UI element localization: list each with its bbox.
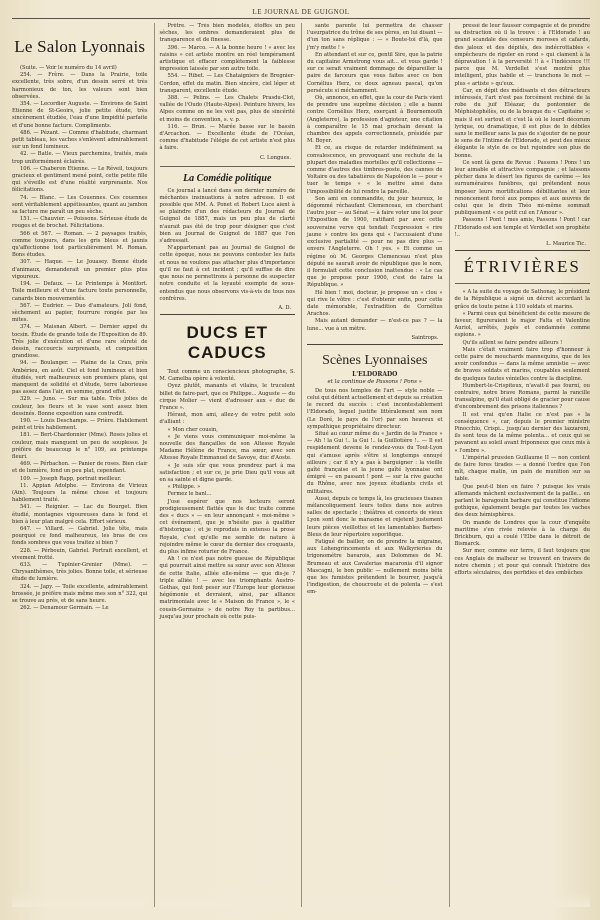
paragraph: Ah ! ce n'est pas notre gueuse de République qui pourrait ainsi mettre sa sœur avec son Altesse de cette Italie, alliée elle-même — que dis-je ? triple alliée ! — avec les triomphants Austro-Gothas, qui font peser sur l'Europe leur glorieuse hégémonie et devraient, ainsi, par alliance matrimoniale avec le « Maison de France », le « cousin-Germains » de notre Roy tu partibus... jusqu'au jour prochain où cette puis- [159,556,295,620]
paragraph: « A la suite du voyage de Sathonay, le président de la République a signé un décret accordant la grâce de toute peine à 110 soldats et marins. [454,289,590,310]
col4-signature-1: L. Maurice Tic. [546,241,586,248]
paragraph: 388. — Pelins. — Les Chalets Prasdu-Clot, vallée de l'Oudo (Haute-Alpes). Peinture hivers, les Alpes comme on ne les voit pas, plus de sincérité et moins de convention, s. v. p. [159,95,295,123]
paragraph: Sur mer, comme sur terre, il faut toujours que ces Anglais de malheur se trouvent en travers de notre chemin ; et pour qui connaît l'histoire des efforts séculaires, des perfidies et des embûches [454,548,590,577]
paragraph: Situé au cœur même du « Jardin de la France » — Ah ! la Gui !.. la Gui !.. la Guillotière !.. — Il est respidement devenu le rendez-vous du Tout-Lyon qui s'amuse après s'être si longtemps ennuyé ailleurs ; car il n'y a pas à barguigner : la vieille gaîté française et la jeune gaîté lyonnaise ont émigré — en passant ! pont — sur la rive gauche du Rhône, avec nos joyeux étudiants civils et militaires. [307,430,443,495]
paragraph: 254. — Frère. — Dans la Prairie, toile excellente, très sobre, d'un dessin serré et très harmonieux de ton, les valeurs sont bien observées. [12,72,148,100]
paragraph: Qu'ils aillent se faire pendre ailleurs ! [462,339,563,346]
paragraph: pressé de leur fausser compagnie et de prendre sa distraction où il la trouve : à l'Eldorado ! au grand scandale des censeurs moroses et cafards, des jaloux et des dépités, des indécrottables « empêcheurs de rigoler en rond » qui clament à la dépravation ! à la perversité !! à « l'indécence !!! parce que M. Verdellet s'est montré plus intelligent, plus habile et — tranchons le mot — plus « artiste » qu'eux. [454,23,590,87]
paragraph: 151. — Chauvier. — Poissons. Sérieuse étude de rouges et de brochet. Félicitations. [12,216,148,230]
col2-top-body [160,23,296,153]
col2-signature-2: A. D. [278,304,291,311]
paragraph: 354. — Lecordier Auguste. — Environs de Saint Etienne de St-Geoirs, jolie petite étude, très sincèrement étudiée, l'eau d'une limpidité parfaite et d'une bonne facture. Compliments. [12,101,148,129]
paragraph: 647. — Villard. — Gabriel. Jolie tête, mais pourquoi ce fond malheureux, les bras de ces fonds sombres que vous traitez si bien ? [12,526,148,547]
paragraph: De tous nos temples de l'art — style noble — celui qui détient actuellement et depuis sa création le record du succès : c'est incontestablement l'Eldorado, lequel justifie littéralement son nom (Le Doré, le pays de l'or) par son heureux et sympathique propriétaire directeur. [307,387,443,430]
paragraph: 109. — Joseph Rapp, portrait meilleur. [20,475,122,482]
scenes-lyonnaises-box [307,353,443,597]
paragraph: « Philippe. » [167,484,201,491]
paragraph: 307. — Haque. — Le Jouasey. Bonne étude d'animaux, demanderait un premier plus plus vigoureux. [12,259,148,280]
paragraph: Humbert-le-Crispiteux, n'avait-il pas fourni, ou contraire, notre brave Romans, parmi la rancille transalpine, qu'il était obligé de gracier pour cause d'encombrement des prisons italiennes ? [454,382,590,411]
paragraph: Mais c'était vraiment faire trop d'honneur à cette paire de mouchards mannequins, que de les avoir confondus — dans la même amnistie — avec de braves soldats et marins, coupables seulement de quelques fautes vénielles contre la discipline. [454,346,590,382]
paragraph: Hé bien ! moi, docteur, je propose un « clou » qui rive le vôtre : c'est d'obtenir enfin, pour cette date mémorable, l'extradition de Cornélius Arachos. [307,289,443,318]
paragraph: Prêtre. — Très bien modelés, étoffes un peu sèches, les ombres demanderaient plus de transparence et de finesse. [159,23,295,44]
col2-signature-1: C. Longues. [259,154,291,161]
divider [307,344,443,345]
col3-signature-1: Saintrops. [411,334,439,341]
paragraph: 541. — Reignier. — Lac du Bourget. Bien étudié, montagnes vigoureuses dans le fond et bien à leur plan malgré cela. Effort sérieux. [12,504,148,525]
paragraph: 106. — Chaberon Etienne. — Le Réveil, toujours gracieux et gentiment mené point, cette petite fille qui s'éveille est d'une réalité surprenante. Nos félicitations. [12,165,148,194]
ducs-body [160,369,296,621]
paragraph: Et ce, au risque de retarder indéfiniment sa convalescence, en provoquant une rechute de la plupart des maladies mortelles qu'il collectionne — comme d'autres des timbres-poste, des cannes de Voltaire ou des tabatières de Napoléon le — pour « tuer le temps » « le mettre ainsi dans l'impossibilité de lui rendre la pareille. [307,145,443,195]
paragraph: En attendant et sur ce, gentil Sire, que la patrie du capitaine Armstrong vous ait... et vous garde ! sur ce serait vraiment dommage de dépareiller la paire de farceurs que vous faites avec ce bon Cornélius Herz, ce doux agneau pascal, qu'on persécute si méchamment. [307,51,443,94]
scenes-lyonnaises-title: Scènes Lyonnaises [322,352,428,368]
paragraph: 181. — Bert-Chardonnier (Mme). Roses jolies et couleur, mais manquent un peu de souplesse. Je préfère de beaucoup le n° 109, au printemps fleuri. [12,432,148,460]
paragraph: Où, annonce, en effet, que la cour de Paris vient de prendre une suprême décision ; elle a banni contre Cornélius Herz, exerçant à Bournemouth (Angleterre), la profession d'agioteur, une citation à comparaître le 15 mai prochain devant la chambre des appels correctionnels, présidée par M. Boyer. [307,95,443,145]
divider [160,166,296,167]
paragraph: Tout comme un consciencieux photographe, S. M. Camelba opère à volonté. [159,368,295,383]
paragraph: 116. — Brun. — Marée basse sur le bassin d'Arcachon. — Excellente étude de l'Océan, comme d'habitude l'élégie de cet artiste n'est plus à faire. [159,123,295,152]
paragraph: Son ami en commandite, du jour heureux, le dégommé réchaufant Clemenceau, en cherchant l'autre jour — au Sénat — à faire voter une loi pour l'Exposition de 1900, ratifiant par avec cette souveraine verve qui tendait l'expression « rire jaune » contre les gens qui « l'accusaient d'une exclusive partialité — pour ne pas dire plus — envers l'Angleterre. Oh ! yes. » Et comme un régime où M. Georges Clemenceau n'est plus député ne saurait avoir de république que le nom, il formulait cette conclusion inattendue : « Le cas que je propose pour 1900, c'est de faire la République. » [307,195,443,289]
paragraph: 324. — Japy. — Toile excellente, admirablement brossée, je préfère mais même mes son n° 322, qui se trouve au près, et de sans heure. [12,583,148,605]
columns [12,23,590,907]
salon-lyonnais-title: Le Salon Lyonnais [14,37,146,56]
paragraph: 74. — Blanc. — Les Couennes. Ces couennes sont véritablement appétissantes, quant au jambon sa facture me paraît un peu sèche. [12,194,148,216]
col4-top-body [455,23,591,239]
paragraph: Car, en dépit des médisants et des détracteurs intéressés, l'art n'est pas forcément rechiné de la robe du juif Eléazar, du pontonnier de Méphistophélès, ou de la bouque du « Capitaine »; mais il est surtout et c'est là où le lourd décorum lyrique, ou dramatique, il est plus de lo débiles sans le meilleur sans la pas de s'ajouter de ne pour le sens de l'Intime de l'Eldorado, et peut des mieux élégante le style de ce but rejoindre son plus de bonne. [454,87,590,159]
paragraph: Aussi, depuis ce temps là, les gracieuses tisanes mélancoliquement leurs toiles dans nos autres salles de spectacle ; théâtres et concerts de vieux Lyon sont donc le marasme et rejetent justement leurs pièces vieillottes et les lamentables Barbes-Bleus de leur répertoire soporifique. [307,495,443,538]
paragraph: 262. — Denamour Germain. — Le [20,605,109,612]
col1-body [12,65,148,612]
paragraph: 94. — Boulanger. — Plaine de la Crau, près Ambérieu, en août. Ciel et fond lumineux et bien étudiés, vert malheureux son premiers plans, qui manquent de solidité et d'étude, terre laborieuse pas assez dans l'air, en somme, grand effet. [12,360,148,396]
paragraph: 469. — Pérbachon. — Panier de roses. Bien clair et de lumière, fond un peu plat, cependant. [12,461,148,475]
col3-top-body [307,23,443,333]
paragraph: « Mon cher cousin, [167,426,218,433]
paragraph: sante parente lui permettra de chasser l'usurpatrice du trône de ses pères, en lui disant — d'un ton sans réplique : — « Boute-toi d'là, que j'm'y mette ! » [307,23,443,51]
paragraph: « Parmi ceux qui bénéficient de cette mesure de faveur, figureraient le major Falta et Valentine Auriol, arrêtés, jugés et condamnés comme espions. » [454,310,590,339]
paragraph: Ce journal a lancé dans son dernier numéro de méchantes insinuations à notre adresse. Il est possible que MM. A. Ponet et Robert Luce aient à se plaindre d'un des rédacteurs du Journal de Guignol de 1887, mais un peu plus de clarté n'aurait pas été de trop pour désigner que c'est bien au Journal de Guignol de 1887 que l'on s'adressait. [159,187,295,245]
paragraph: 396. — Marco. — A la bonne heure ! « avec les raisins » cet artiste montre un réel tempérament artistique et effacer complètement la faiblesse impression laissée par son autre toile. [159,44,295,73]
paragraph: Il est vrai qu'en Italie ce n'est pas « la conséquence », car, depuis le premier ministre Pinocchio, Crispi... jusqu'au dernier des lazzaroni, ils sont tous de la même polenta... et ceux qui se pavanent au soleil avant friponneux que ceux mis à « l'ombre ». [454,411,590,454]
paragraph: Oyez plutôt, manants et vilains, le truculent billet de faire-part, que ce Philippe... Auguste — du cirque Molier — vient d'adresser aux « duc de France ». [159,383,295,411]
paragraph: J'ose espérer que nos lecteurs seront prodigieusement flattés que le duc traite comme des « ducs » — en leur annonçant « moi-même » cet événement, que je n'hésite pas à qualifier d'historique ; et je reproduis in extenso la prose Royale, c'est qu'elle me semble de nature à rejoindre même le cœur du dernier des croquants, du plus infime roturier de France. [159,498,295,555]
ducs-et-caducs-title: DUCS ET CADUCS [186,322,269,362]
comedie-politique-title: La Comédie politique [183,172,272,184]
paragraph: N'appartenant pas au Journal de Guignol de cette époque, nous ne pouvons contester les faits et nous ne voulons pas attacher plus d'importance qu'il ne faut à cet incident ; qu'il suffise de dire que nous ne permettrons à personne de suspecter notre conduite et la loyauté exempte de sous-entendus que nous observons vis-à-vis de tous nos confrères. [159,245,295,302]
paragraph: Passons ! Pont ! mes amis, Passons ! Pont ! car l'Eldorado est son temple et Verdellet son prophète !.. [454,217,590,238]
col3-fade [302,893,443,907]
paragraph: On mande de Londres que la cour d'enquête maritime s'en rivée relevée à la charge du Brickburn, qui a coulé l'Elbe dans le détroit de Bismarck. [454,519,590,548]
paragraph: 11. Appian Adolphe. — Environs de Virieux (Ain). Toujours la même chose et toujours habilement traité. [12,482,148,504]
running-title: LE JOURNAL DE GUIGNOL [12,8,590,19]
eldorado-subtitle: L'ELDORADO [352,370,398,378]
etrivieres-body [455,289,591,577]
divider [455,283,591,284]
divider [160,314,296,315]
paragraph: « Je suis sûr que vous prendrez part à ma satisfaction ; et sur ce, je prie Dieu qu'il vous ait en sa sainte et digne garde. [159,462,295,483]
paragraph: « Je viens vous communiquer moi-même la nouvelle des fiançailles de son Altesse Royale Madame Hélène de France, ma sœur, avec son Altesse Royale Emmanuel de Savoye, duc d'Aoste. [159,433,295,462]
comedie-body [160,188,296,303]
paragraph: 374. — Maisnan Albert. — Dernier appel du tocsin. Étude de grande toile de l'Exposition de 89. Très jolie d'exécution et d'une rare sûreté de dessin, raccourcis surprenants, et composition grandiose. [12,324,148,360]
paragraph: 329. — Juno. — Sur ma table. Très jolies de couleur, les fleurs et le vase sont assez bien dessinés. Bonne exposition sans contredit. [12,396,148,417]
scenes-body [307,388,443,597]
paragraph: Que peut-il bien en faire ? puisque les vrais allemands mâchent exclusivement de la paille... en parlant le baragouin barbare qui constitue l'idiome gothique, également beugle par toutes les vaches des deux hémisphères. [454,483,590,519]
col1-fade [12,893,148,907]
paragraph: 42. — Batle. — Vieux parchemins, traités, mais trop uniformément éclairés. [12,151,148,165]
etrivieres-title: ÉTRIVIÈRES [463,257,581,277]
paragraph: 190. — Louis Deschamps. — Prière. Habilement peint et très habilement. [12,417,148,432]
divider [455,250,591,251]
paragraph: Fatigué de bailler, on de prendre la migraine, aux Lohengrincements et aux Walkyrieries du trigonométre bavarois, aux Dolommes de M. Brumeau et aux Cavalerias macaronia d'il signor Mascagni, le bon public — nullement moins bête que les fumistes prétendent le bourrer, jusqu'à l'indigestion, de choucroute et de polenta — s'est em- [307,539,443,596]
paragraph: Ce sont là gens de Revue : Passons ! Pons ! un leur aimable et attractive compagnie ; et laissons pêcher dans le désert les figures de carême — les surnuméraires funèbres, qui prétendent nous imposer leurs mortifications débilitantes et leur renoncement forcé aux pompes et aux œuvres de celui que le divin Théo mi-même sommait publiquement « ce petit cul en l'Amour ». [454,159,590,217]
paragraph: 554. — Ribet. — Les Chataigniers de Bregnier-Cordon, effet du matin. Bien sincère, ciel léger et transparent, excellente étude. [159,73,295,94]
column-4 [449,23,591,907]
paragraph: Héraut, mon ami, allez-y de votre petit solo d'alliant : [159,412,295,426]
column-3 [301,23,443,907]
paragraph: 194. — Defaux. — Le Printemps à Montfort. Toile meilleure et d'une facture toute personnelle, canards bien mouvementés. [12,281,148,302]
eldorado-subtitle-2: et la continue de Passons ! Pons » [327,378,423,385]
paragraph: Mais autant demander — n'est-ce pas ? — la lune... vue à un mètre. [307,318,443,332]
paragraph: (Suite. — Voir le numéro du 14 avril) [20,65,117,71]
paragraph: 567. — Eudrier. — Duo d'amateurs. Joli fond, sèchement au papier, fourrure rongée par les mites. [12,302,148,324]
paragraph: 486. — Pézant. — Comme d'habitude, charmant petit tableau, les vaches s'enlèvent admirablement sur un fond lumineux. [12,129,148,151]
col4-fade [450,893,591,907]
column-1 [12,23,148,907]
paragraph: 566 et 567. — Roman. — 2 paysages traités, comme toujours, dans les gris bleus et jaunis qu'affectionne tout particulièrement M. Roman. Bons études. [12,230,148,259]
column-2 [154,23,296,907]
paragraph: 228. — Pérbouin, Gabriel. Portrait excellent, et vivement frotté. [12,547,148,561]
paragraph: Fermez le banl... [167,491,212,498]
col2-fade [155,893,296,907]
paragraph: 633. — Tupinier-Grenier (Mme). — Chrysanthèmes, très jolies. Bonne toile, et sérieuse étude de lumière. [12,562,148,583]
paragraph: L'impérial prussien Guillaume II — non content de faire fores tirades — a donné l'ordre que l'on mît, chaque matin, un pain de munition sur sa table. [454,454,590,483]
